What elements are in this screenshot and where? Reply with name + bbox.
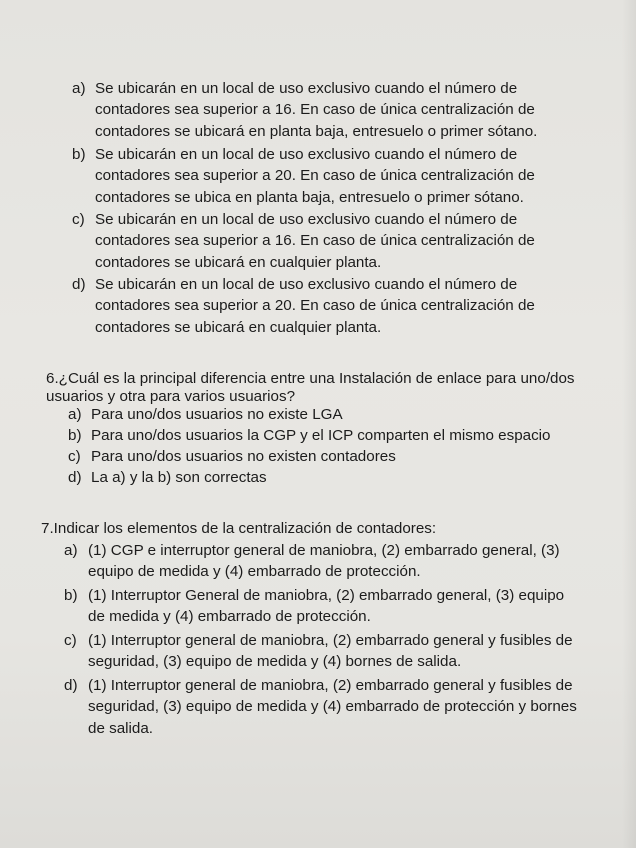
q5-option-c-marker: c) xyxy=(72,211,85,228)
q7-option-b xyxy=(88,585,564,628)
q5-option-c-line-2: contadores sea superior a 16. En caso de única centralización de xyxy=(95,232,535,250)
q7-option-c xyxy=(88,630,573,673)
q7-option-d-line-2: seguridad, (3) equipo de medida y (4) embarrado de protección y bornes xyxy=(88,698,577,716)
q7-option-d-marker: d) xyxy=(64,677,78,694)
q7-option-b-line-2: de medida y (4) embarrado de protección. xyxy=(88,608,371,626)
q5-option-a xyxy=(95,78,537,142)
q5-option-d-line-2: contadores sea superior a 20. En caso de única centralización de xyxy=(95,297,535,315)
q6-question-line-2: usuarios y otra para varios usuarios? xyxy=(46,388,296,406)
q5-option-a-marker: a) xyxy=(72,80,86,97)
q5-option-b-line-1: Se ubicarán en un local de uso exclusivo cuando el número de xyxy=(95,146,518,163)
q7-option-a-line-2: equipo de medida y (4) embarrado de protección. xyxy=(88,563,421,581)
q7-option-c-marker: c) xyxy=(64,632,77,649)
q5-option-b xyxy=(95,144,535,208)
q7-option-d-line-3: de salida. xyxy=(88,719,154,737)
q6-option-b-marker: b) xyxy=(68,427,82,444)
q7-option-c-line-1: (1) Interruptor general de maniobra, (2) embarrado general y fusibles de xyxy=(88,632,573,649)
q7-option-b-marker: b) xyxy=(64,587,78,604)
q6-option-b: Para uno/dos usuarios la CGP y el ICP comparten el mismo espacio xyxy=(91,427,551,444)
q5-option-b-line-3: contadores se ubica en planta baja, entresuelo o primer sótano. xyxy=(95,188,524,206)
q6-option-d: La a) y la b) son correctas xyxy=(91,469,267,486)
q7-option-a xyxy=(88,540,560,583)
q7-question: 7.Indicar los elementos de la centralización de contadores: xyxy=(41,520,437,537)
q5-option-a-line-3: contadores se ubicará en planta baja, entresuelo o primer sótano. xyxy=(95,122,538,140)
q5-option-d xyxy=(95,274,535,338)
q7-option-a-line-1: (1) CGP e interruptor general de maniobra, (2) embarrado general, (3) xyxy=(88,542,560,559)
q7-option-c-line-2: seguridad, (3) equipo de medida y (4) bornes de salida. xyxy=(88,653,462,671)
q5-option-a-line-2: contadores sea superior a 16. En caso de única centralización de xyxy=(95,101,535,119)
q7-option-a-marker: a) xyxy=(64,542,78,559)
q5-option-a-line-1: Se ubicarán en un local de uso exclusivo cuando el número de xyxy=(95,80,518,97)
q7-option-d-line-1: (1) Interruptor general de maniobra, (2) embarrado general y fusibles de xyxy=(88,677,573,694)
q6-option-a: Para uno/dos usuarios no existe LGA xyxy=(91,406,343,423)
q5-option-d-line-1: Se ubicarán en un local de uso exclusivo cuando el número de xyxy=(95,276,518,293)
q6-option-c: Para uno/dos usuarios no existen contadores xyxy=(91,448,396,465)
q5-option-b-line-2: contadores sea superior a 20. En caso de única centralización de xyxy=(95,167,535,185)
q7-option-b-line-1: (1) Interruptor General de maniobra, (2) embarrado general, (3) equipo xyxy=(88,587,565,604)
q5-option-d-marker: d) xyxy=(72,276,86,293)
q5-option-c xyxy=(95,209,535,273)
q5-option-b-marker: b) xyxy=(72,146,86,163)
q6-option-c-marker: c) xyxy=(68,448,81,465)
q7-option-d xyxy=(88,675,577,739)
q5-option-d-line-3: contadores se ubicará en cualquier planta. xyxy=(95,318,382,336)
q5-option-c-line-1: Se ubicarán en un local de uso exclusivo cuando el número de xyxy=(95,211,518,228)
q5-option-c-line-3: contadores se ubicará en cualquier planta. xyxy=(95,253,382,271)
q6-option-a-marker: a) xyxy=(68,406,82,423)
q6-question-line-1: 6.¿Cuál es la principal diferencia entre una Instalación de enlace para uno/dos xyxy=(46,370,575,387)
q6-option-d-marker: d) xyxy=(68,469,82,486)
q6-question xyxy=(46,368,575,408)
